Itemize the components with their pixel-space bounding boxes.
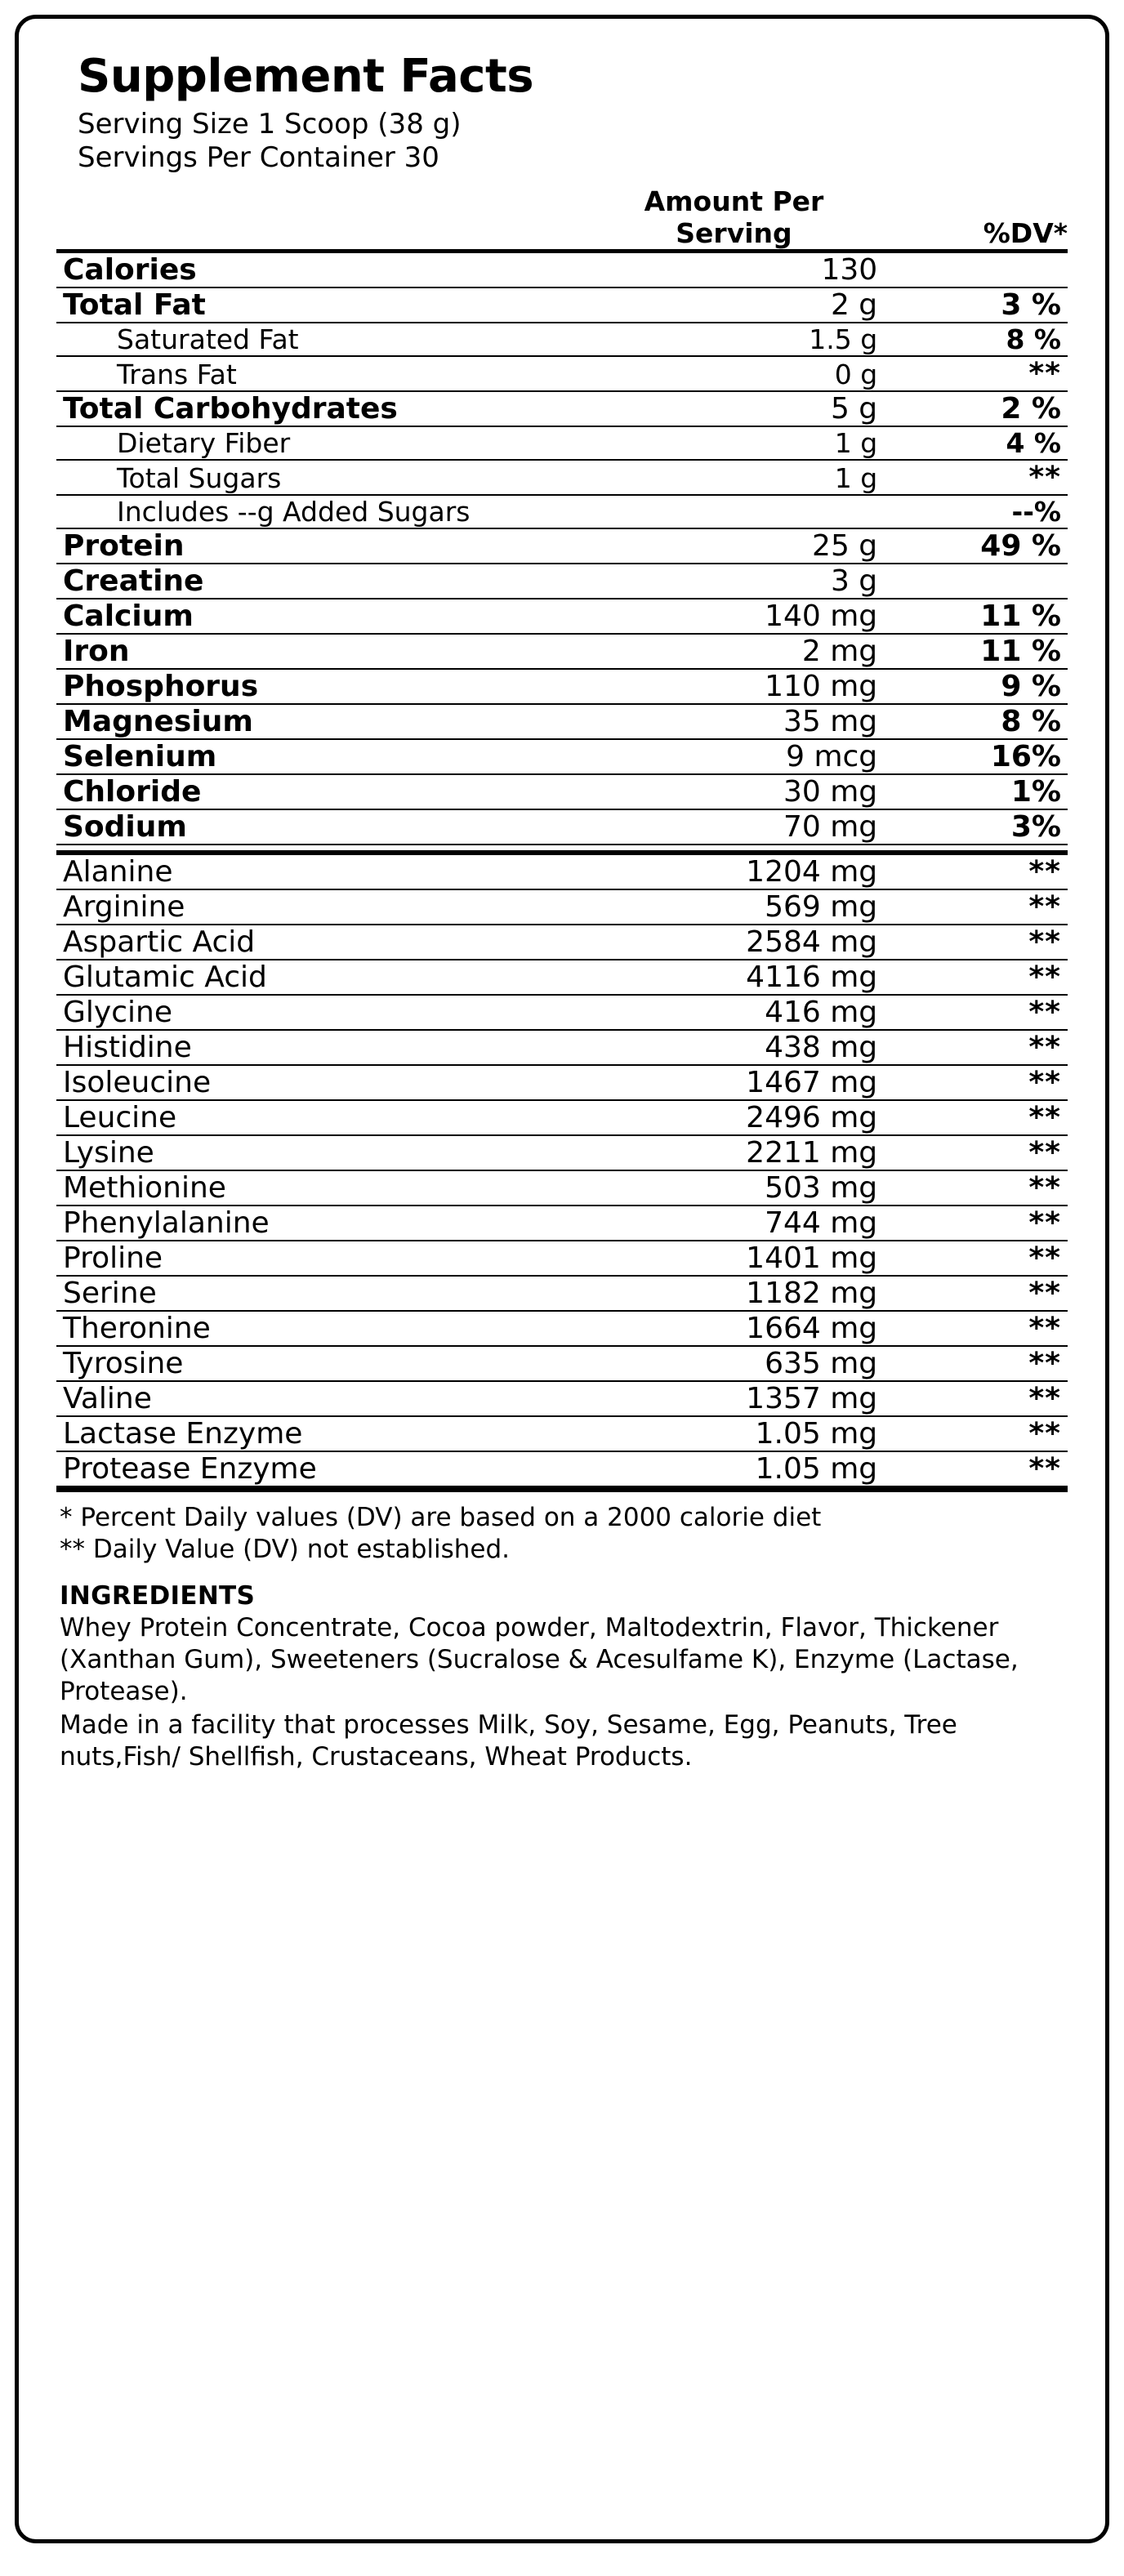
nutrient-amount: 2 mg — [582, 634, 885, 669]
table-row — [56, 704, 1068, 739]
nutrient-name: Alanine — [56, 853, 582, 889]
table-row — [56, 1100, 1068, 1135]
nutrient-amount: 3 g — [582, 564, 885, 599]
page-title: Supplement Facts — [78, 50, 534, 103]
table-row — [56, 739, 1068, 774]
nutrient-name: Calories — [56, 251, 582, 287]
nutrient-amount: 1401 mg — [582, 1241, 885, 1276]
nutrient-name: Chloride — [56, 774, 582, 809]
header-percent-dv: %DV* — [885, 185, 1068, 252]
nutrient-name: Magnesium — [56, 704, 582, 739]
nutrient-amount: 1664 mg — [582, 1311, 885, 1346]
nutrient-daily-value: ** — [885, 1206, 1068, 1241]
table-row — [56, 426, 1068, 460]
table-row — [56, 251, 1068, 287]
nutrient-name: Isoleucine — [56, 1065, 582, 1100]
table-row — [56, 889, 1068, 925]
nutrient-daily-value: ** — [885, 853, 1068, 889]
nutrient-amount: 1.5 g — [582, 323, 885, 356]
table-row — [56, 669, 1068, 704]
nutrient-daily-value: ** — [885, 1135, 1068, 1170]
nutrient-name: Glutamic Acid — [56, 960, 582, 995]
header-amount-per-serving: Amount Per Serving — [582, 185, 885, 252]
nutrient-name: Creatine — [56, 564, 582, 599]
table-header-row — [56, 185, 1068, 252]
nutrient-amount: 438 mg — [582, 1030, 885, 1065]
nutrient-name: Proline — [56, 1241, 582, 1276]
nutrient-daily-value: ** — [885, 1100, 1068, 1135]
nutrient-name: Serine — [56, 1276, 582, 1311]
nutrient-amount: 744 mg — [582, 1206, 885, 1241]
section-divider — [56, 845, 1068, 853]
nutrition-table-body — [56, 185, 1068, 1486]
nutrient-daily-value: 11 % — [885, 599, 1068, 634]
nutrient-amount: 2584 mg — [582, 925, 885, 960]
ingredients-heading: INGREDIENTS — [60, 1581, 256, 1611]
nutrient-daily-value: 2 % — [885, 391, 1068, 426]
nutrient-name: Theronine — [56, 1311, 582, 1346]
table-row — [56, 528, 1068, 564]
nutrient-name: Methionine — [56, 1170, 582, 1206]
section-divider-cell — [56, 845, 1068, 853]
nutrient-amount: 25 g — [582, 528, 885, 564]
table-row — [56, 287, 1068, 323]
nutrient-name: Total Carbohydrates — [56, 391, 582, 426]
nutrient-daily-value: 3 % — [885, 287, 1068, 323]
nutrient-amount: 503 mg — [582, 1170, 885, 1206]
nutrient-name: Sodium — [56, 809, 582, 845]
nutrient-name: Total Sugars — [56, 460, 582, 495]
nutrient-daily-value: ** — [885, 1416, 1068, 1451]
nutrient-amount: 140 mg — [582, 599, 885, 634]
table-row — [56, 1170, 1068, 1206]
table-row — [56, 495, 1068, 528]
nutrient-daily-value: ** — [885, 925, 1068, 960]
nutrition-table — [56, 185, 1068, 1487]
nutrient-daily-value: 16% — [885, 739, 1068, 774]
table-row — [56, 634, 1068, 669]
nutrient-daily-value: ** — [885, 1346, 1068, 1381]
nutrient-daily-value: 4 % — [885, 426, 1068, 460]
nutrient-name: Tyrosine — [56, 1346, 582, 1381]
nutrient-amount: 569 mg — [582, 889, 885, 925]
nutrient-name: Histidine — [56, 1030, 582, 1065]
nutrient-daily-value: ** — [885, 356, 1068, 391]
nutrient-name: Total Fat — [56, 287, 582, 323]
nutrient-amount: 0 g — [582, 356, 885, 391]
nutrient-daily-value: ** — [885, 1241, 1068, 1276]
nutrient-daily-value: 11 % — [885, 634, 1068, 669]
footnote-dv-not-established: ** Daily Value (DV) not established. — [60, 1535, 511, 1565]
serving-size: Serving Size 1 Scoop (38 g) — [78, 107, 462, 140]
nutrient-name: Glycine — [56, 995, 582, 1030]
nutrient-amount: 2 g — [582, 287, 885, 323]
nutrient-amount: 1.05 mg — [582, 1451, 885, 1486]
table-row — [56, 1451, 1068, 1486]
table-row — [56, 1381, 1068, 1416]
table-row — [56, 1276, 1068, 1311]
table-row — [56, 1030, 1068, 1065]
table-row — [56, 1346, 1068, 1381]
nutrient-daily-value — [885, 251, 1068, 287]
nutrient-amount: 1182 mg — [582, 1276, 885, 1311]
table-row — [56, 809, 1068, 845]
nutrient-amount: 9 mcg — [582, 739, 885, 774]
table-row — [56, 460, 1068, 495]
table-bottom-rule — [56, 1487, 1068, 1492]
supplement-facts-panel — [15, 15, 1109, 2543]
table-row — [56, 853, 1068, 889]
nutrient-amount: 1 g — [582, 460, 885, 495]
nutrient-name: Includes --g Added Sugars — [56, 495, 582, 528]
allergen-text: Made in a facility that processes Milk, Soy, Sesame, Egg, Peanuts, Tree nuts,Fish/ Shellfish, Crustaceans, Wheat Products. — [60, 1710, 957, 1772]
table-row — [56, 1311, 1068, 1346]
nutrient-name: Protein — [56, 528, 582, 564]
nutrient-amount: 1357 mg — [582, 1381, 885, 1416]
table-row — [56, 391, 1068, 426]
nutrient-daily-value: ** — [885, 889, 1068, 925]
nutrient-daily-value: 8 % — [885, 704, 1068, 739]
nutrient-daily-value: ** — [885, 1451, 1068, 1486]
nutrient-daily-value: ** — [885, 960, 1068, 995]
table-row — [56, 323, 1068, 356]
servings-per-container: Servings Per Container 30 — [78, 141, 439, 175]
nutrient-amount: 30 mg — [582, 774, 885, 809]
nutrient-daily-value: ** — [885, 1030, 1068, 1065]
nutrient-amount: 2211 mg — [582, 1135, 885, 1170]
nutrient-amount: 4116 mg — [582, 960, 885, 995]
nutrient-name: Leucine — [56, 1100, 582, 1135]
nutrient-daily-value: ** — [885, 460, 1068, 495]
nutrient-amount: 5 g — [582, 391, 885, 426]
nutrient-amount: 1204 mg — [582, 853, 885, 889]
nutrient-daily-value: ** — [885, 1276, 1068, 1311]
nutrient-amount: 130 — [582, 251, 885, 287]
table-row — [56, 774, 1068, 809]
nutrient-daily-value — [885, 564, 1068, 599]
nutrient-name: Phenylalanine — [56, 1206, 582, 1241]
table-row — [56, 1206, 1068, 1241]
ingredients-text: Whey Protein Concentrate, Cocoa powder, Maltodextrin, Flavor, Thickener (Xanthan Gum), Sweeteners (Sucralose & Acesulfame K), Enzyme (Lactase, Protease). — [60, 1613, 1019, 1707]
nutrient-amount — [582, 495, 885, 528]
table-row — [56, 599, 1068, 634]
nutrient-name: Saturated Fat — [56, 323, 582, 356]
nutrient-amount: 1467 mg — [582, 1065, 885, 1100]
table-row — [56, 1065, 1068, 1100]
nutrient-name: Aspartic Acid — [56, 925, 582, 960]
nutrient-daily-value: --% — [885, 495, 1068, 528]
nutrient-name: Selenium — [56, 739, 582, 774]
nutrient-amount: 1.05 mg — [582, 1416, 885, 1451]
nutrient-daily-value: 1% — [885, 774, 1068, 809]
nutrient-name: Dietary Fiber — [56, 426, 582, 460]
nutrient-name: Calcium — [56, 599, 582, 634]
table-row — [56, 995, 1068, 1030]
nutrient-daily-value: 9 % — [885, 669, 1068, 704]
nutrient-daily-value: ** — [885, 1381, 1068, 1416]
nutrient-name: Arginine — [56, 889, 582, 925]
nutrient-amount: 2496 mg — [582, 1100, 885, 1135]
nutrient-name: Valine — [56, 1381, 582, 1416]
nutrient-amount: 110 mg — [582, 669, 885, 704]
nutrient-amount: 635 mg — [582, 1346, 885, 1381]
nutrient-daily-value: ** — [885, 1311, 1068, 1346]
nutrient-name: Protease Enzyme — [56, 1451, 582, 1486]
nutrient-daily-value: ** — [885, 1170, 1068, 1206]
table-row — [56, 356, 1068, 391]
nutrient-amount: 1 g — [582, 426, 885, 460]
nutrient-name: Lysine — [56, 1135, 582, 1170]
table-row — [56, 960, 1068, 995]
nutrient-amount: 35 mg — [582, 704, 885, 739]
table-row — [56, 1135, 1068, 1170]
nutrient-name: Phosphorus — [56, 669, 582, 704]
header-blank — [56, 185, 582, 252]
nutrient-daily-value: 8 % — [885, 323, 1068, 356]
table-row — [56, 925, 1068, 960]
nutrient-daily-value: ** — [885, 1065, 1068, 1100]
nutrient-name: Lactase Enzyme — [56, 1416, 582, 1451]
table-row — [56, 1416, 1068, 1451]
footnote-daily-values: * Percent Daily values (DV) are based on a 2000 calorie diet — [60, 1502, 822, 1532]
table-row — [56, 1241, 1068, 1276]
nutrient-daily-value: 3% — [885, 809, 1068, 845]
nutrient-daily-value: 49 % — [885, 528, 1068, 564]
nutrient-amount: 70 mg — [582, 809, 885, 845]
nutrient-amount: 416 mg — [582, 995, 885, 1030]
nutrient-name: Iron — [56, 634, 582, 669]
nutrient-daily-value: ** — [885, 995, 1068, 1030]
table-row — [56, 564, 1068, 599]
nutrient-name: Trans Fat — [56, 356, 582, 391]
